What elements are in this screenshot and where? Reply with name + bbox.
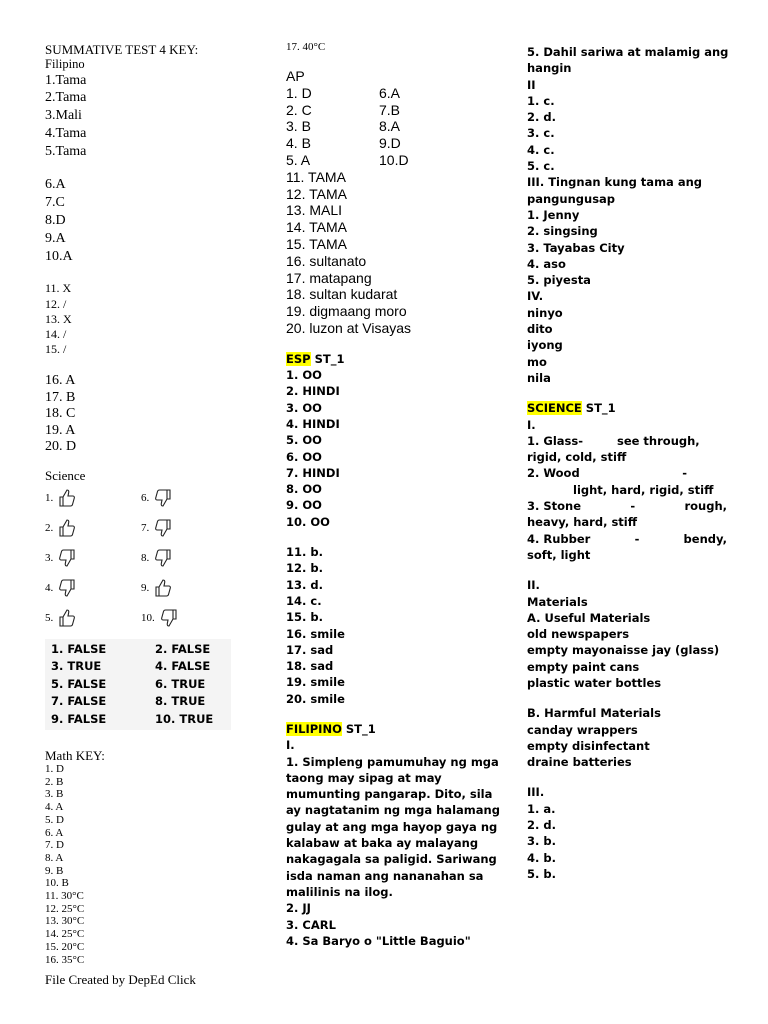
answer-item: 13. MALI — [286, 202, 343, 219]
answer-item: 12. 25°C — [45, 902, 85, 915]
answer-item: 10. B — [45, 877, 69, 890]
answer-item: 19. smile — [286, 675, 345, 690]
answer-item: 4. A — [45, 801, 64, 814]
filipino-answers-16-20 — [45, 373, 245, 455]
text-line: taong may sipag at may — [286, 770, 442, 785]
answer-item: 8. OO — [286, 482, 322, 497]
answer-item: 2. d. — [527, 110, 556, 125]
answer-item: 14. c. — [286, 593, 322, 608]
answer-item: 1.Tama — [45, 72, 87, 88]
list-item: old newspapers — [527, 627, 630, 642]
ap-label: AP — [286, 68, 305, 84]
text-line: III. Tingnan kung tama ang — [527, 175, 702, 190]
answer-item: 12. TAMA — [286, 185, 347, 202]
ap-section — [286, 68, 501, 337]
thumb-answer: 6. — [141, 487, 237, 509]
answer-item: 9.A — [45, 230, 66, 246]
answer-item: 16. smile — [286, 626, 345, 641]
text-line: isda naman ang nananahan sa — [286, 868, 484, 883]
answer-item: 9. OO — [286, 498, 322, 513]
material-rubber: 4. Rubber - bendy, — [527, 531, 727, 546]
thumb-answer: 3. — [45, 547, 141, 569]
filipino-answers-11-15 — [45, 281, 245, 357]
answer-item: 6. A — [45, 826, 64, 839]
thumb-answer: 7. — [141, 517, 237, 539]
text-line: heavy, hard, stiff — [527, 515, 638, 530]
tf-item: 6. TRUE — [155, 676, 206, 691]
answer-item: 16. 35°C — [45, 953, 85, 966]
answer-item: 4. Sa Baryo o "Little Baguio" — [286, 933, 471, 948]
answer-item: 13. 30°C — [45, 915, 85, 928]
answer-item: 2. JJ — [286, 901, 311, 916]
esp-highlight: ESP — [286, 351, 311, 366]
thumbs-down-icon — [159, 608, 179, 628]
answer-item: 17. B — [45, 389, 76, 405]
answer-item: 15. 20°C — [45, 940, 85, 953]
roman-numeral: I. — [527, 417, 536, 432]
text-line: A. Useful Materials — [527, 610, 651, 625]
answer-item: 4. aso — [527, 256, 566, 271]
answer-item: 20. D — [45, 439, 77, 455]
answer-item: 5.Tama — [45, 143, 87, 159]
answer-item: 4. b. — [527, 850, 556, 865]
answer-item: 11. TAMA — [286, 168, 346, 185]
esp-heading: ESP ST_1 — [286, 351, 345, 366]
math-label: Math KEY: — [45, 748, 105, 764]
answer-item: 18. C — [45, 406, 76, 422]
material-glass: 1. Glass- see through, — [527, 433, 700, 448]
answer-item: 18. sultan kudarat — [286, 286, 398, 303]
answer-item: 10.A — [45, 248, 73, 264]
answer-item: 18. sad — [286, 659, 334, 674]
answer-item: 4. c. — [527, 142, 555, 157]
science-label: Science — [45, 467, 86, 483]
text-line: soft, light — [527, 547, 591, 562]
text-line: pangungusap — [527, 191, 616, 206]
ap-pair-row: 2. C 7.B — [286, 101, 401, 118]
material-stone: 3. Stone - rough, — [527, 499, 727, 514]
answer-item: 17. matapang — [286, 269, 372, 286]
filipino-answers-6-10 — [45, 176, 245, 265]
esp-section — [286, 351, 501, 949]
answer-item: 15. b. — [286, 610, 323, 625]
answer-item: 16. sultanato — [286, 252, 367, 269]
material-wood: 2. Wood - — [527, 466, 687, 481]
answer-item: 19. A — [45, 422, 76, 438]
answer-item: 1. a. — [527, 801, 556, 816]
answer-item: 15. TAMA — [286, 235, 347, 252]
text-line: nakagagala sa paligid. Sariwang — [286, 852, 497, 867]
roman-numeral: I. — [286, 738, 295, 753]
answer-item: 3. b. — [527, 834, 556, 849]
roman-numeral: II. — [527, 578, 540, 593]
ap-pair-row: 1. D 6.A — [286, 84, 401, 101]
answer-item: 2.Tama — [45, 90, 87, 106]
thumbs-down-icon — [153, 488, 173, 508]
answer-item: 11. 30°C — [45, 890, 84, 903]
answer-item: 16. A — [45, 373, 76, 389]
answer-item: 3. CARL — [286, 917, 336, 932]
page-title: SUMMATIVE TEST 4 KEY: — [45, 42, 199, 57]
thumb-answer: 10. — [141, 607, 237, 629]
filipino-highlight: FILIPINO — [286, 721, 342, 736]
answer-item: 1. OO — [286, 368, 322, 383]
thumbs-down-icon — [153, 518, 173, 538]
answer-item: 20. smile — [286, 691, 345, 706]
answer-item: 3.Mali — [45, 108, 82, 124]
answer-item: mo — [527, 354, 547, 369]
filipino-answers-1-5 — [45, 72, 245, 161]
answer-item: 20. luzon at Visayas — [286, 319, 412, 336]
text-line: rigid, cold, stiff — [527, 450, 627, 465]
roman-numeral: III. — [527, 785, 545, 800]
math-answers — [45, 763, 245, 966]
text-line: Materials — [527, 594, 588, 609]
subject-filipino-label: Filipino — [45, 57, 85, 71]
answer-item: 13. X — [45, 311, 72, 326]
list-item: empty paint cans — [527, 659, 640, 674]
answer-item: 5. OO — [286, 433, 322, 448]
answer-item: 4.Tama — [45, 125, 87, 141]
text-line: ay nagtatanim ng mga halamang — [286, 803, 500, 818]
list-item: empty disinfectant — [527, 738, 650, 753]
answer-item: 8. A — [45, 851, 64, 864]
ap-pair-row: 3. B 8.A — [286, 118, 401, 135]
answer-item: 17. sad — [286, 642, 334, 657]
column-right — [527, 44, 727, 882]
answer-item: 2. B — [45, 775, 64, 788]
answer-item: nila — [527, 370, 551, 385]
answer-item: 1. Jenny — [527, 207, 580, 222]
text-line: gulay at ang mga hayop gaya ng — [286, 819, 498, 834]
answer-item: 19. digmaang moro — [286, 303, 407, 320]
answer-item: 5. D — [45, 813, 64, 826]
answer-item: 2. d. — [527, 818, 556, 833]
thumbs-down-icon — [153, 548, 173, 568]
thumb-answer: 1. — [45, 487, 141, 509]
answer-item: 11. b. — [286, 545, 323, 560]
answer-item: 10. OO — [286, 514, 330, 529]
column-middle — [286, 40, 501, 949]
thumb-answer: 9. — [141, 577, 237, 599]
ap-pair-row: 4. B 9.D — [286, 135, 401, 152]
answer-item: 9. B — [45, 864, 64, 877]
answer-item: 2. singsing — [527, 224, 598, 239]
list-item: plastic water bottles — [527, 675, 662, 690]
answer-item: 14. 25°C — [45, 928, 85, 941]
text-line: malilinis na ilog. — [286, 884, 393, 899]
answer-item: 3. B — [45, 788, 64, 801]
thumb-answer: 2. — [45, 517, 141, 539]
tf-item: 8. TRUE — [155, 694, 206, 709]
science-thumbs-grid — [45, 487, 245, 629]
thumbs-down-icon — [57, 578, 77, 598]
ap-pair-row: 5. A 10.D — [286, 151, 409, 168]
true-false-table — [45, 639, 231, 731]
answer-item: ninyo — [527, 305, 563, 320]
thumbs-up-icon — [153, 578, 173, 598]
answer-item: 6.A — [45, 177, 66, 193]
list-item: draine batteries — [527, 755, 632, 770]
thumb-answer: 8. — [141, 547, 237, 569]
answer-item: 6. OO — [286, 449, 322, 464]
list-item: canday wrappers — [527, 722, 638, 737]
answer-item: 15. / — [45, 342, 67, 357]
answer-item: 13. d. — [286, 577, 323, 592]
thumb-answer: 5. — [45, 607, 141, 629]
tf-item: 1. FALSE — [51, 641, 107, 656]
text-line: kalabaw at baka ay malayang — [286, 836, 479, 851]
thumbs-down-icon — [57, 548, 77, 568]
tf-item: 2. FALSE — [155, 641, 211, 656]
answer-item: 11. X — [45, 281, 72, 296]
answer-item: 8.D — [45, 213, 66, 229]
tf-item: 9. FALSE — [51, 711, 107, 726]
answer-item: 1. c. — [527, 93, 555, 108]
thumbs-up-icon — [57, 518, 77, 538]
text-line: mumunting pangarap. Dito, sila — [286, 787, 493, 802]
footer-credit: File Created by DepEd Click — [45, 972, 196, 988]
list-item: empty mayonaisse jay (glass) — [527, 643, 720, 658]
answer-item: 7.C — [45, 195, 65, 211]
answer-item: 7. HINDI — [286, 465, 340, 480]
text-line: hangin — [527, 61, 572, 76]
answer-item: 3. OO — [286, 400, 322, 415]
roman-numeral: IV. — [527, 289, 544, 304]
text-line: 1. Simpleng pamumuhay ng mga — [286, 754, 499, 769]
answer-item: 7. D — [45, 839, 64, 852]
science-highlight: SCIENCE — [527, 401, 582, 416]
answer-item: 5. piyesta — [527, 273, 591, 288]
answer-item: 5. b. — [527, 866, 556, 881]
text-line: 5. Dahil sariwa at malamig ang — [527, 45, 729, 59]
answer-item: 5. c. — [527, 159, 555, 174]
answer-item: 17. 40°C — [286, 41, 326, 53]
answer-item: 3. c. — [527, 126, 555, 141]
science-heading: SCIENCE ST_1 — [527, 401, 616, 416]
tf-item: 4. FALSE — [155, 659, 211, 674]
answer-item: 1. D — [45, 763, 64, 776]
tf-item: 3. TRUE — [51, 659, 102, 674]
text-line: light, hard, rigid, stiff — [573, 482, 714, 497]
column-left — [45, 42, 245, 987]
answer-item: 2. HINDI — [286, 384, 340, 399]
tf-item: 7. FALSE — [51, 694, 107, 709]
thumb-answer: 4. — [45, 577, 141, 599]
answer-item: 3. Tayabas City — [527, 240, 625, 255]
text-line: B. Harmful Materials — [527, 706, 661, 721]
filipino-heading: FILIPINO ST_1 — [286, 721, 376, 736]
answer-item: dito — [527, 322, 553, 337]
answer-item: 12. / — [45, 296, 67, 311]
tf-item: 10. TRUE — [155, 711, 214, 726]
tf-item: 5. FALSE — [51, 676, 107, 691]
answer-item: 14. / — [45, 327, 67, 342]
answer-item: iyong — [527, 338, 563, 353]
roman-numeral: II — [527, 77, 536, 92]
answer-item: 4. HINDI — [286, 416, 340, 431]
answer-item: 12. b. — [286, 561, 323, 576]
answer-item: 14. TAMA — [286, 219, 347, 236]
thumbs-up-icon — [57, 488, 77, 508]
thumbs-up-icon — [57, 608, 77, 628]
